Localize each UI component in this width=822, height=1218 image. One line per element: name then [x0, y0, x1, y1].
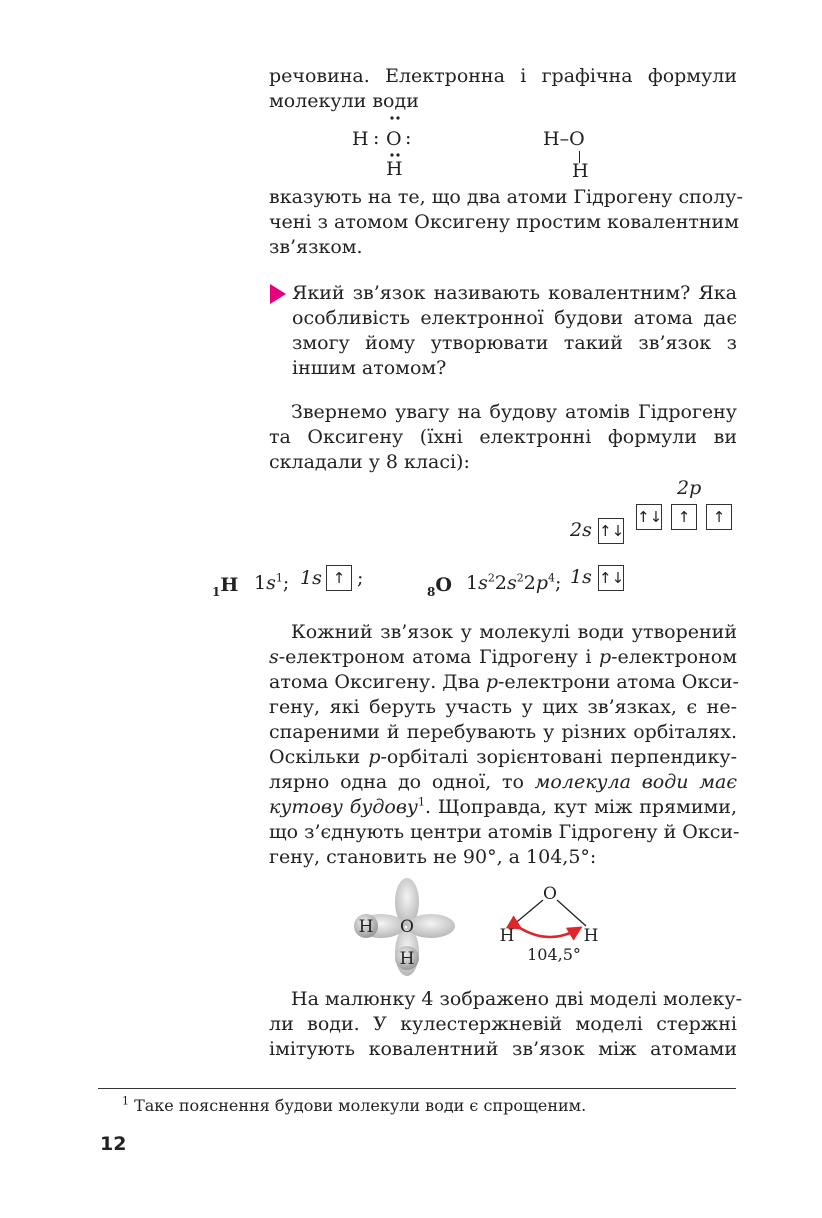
- orbital-overlap-diagram: [345, 878, 455, 978]
- footnote-mark: 1: [122, 1094, 129, 1108]
- angle-value: 104,5°: [527, 945, 581, 964]
- hydrogen-1s-orbital-box: ↑: [326, 565, 352, 591]
- paragraph-atoms: [269, 400, 737, 475]
- p-orbital-lobe: [407, 914, 455, 938]
- hydrogen-formula: $1s^1$;: [254, 571, 290, 594]
- formula-o: O: [386, 128, 402, 150]
- page-number: 12: [100, 1133, 127, 1155]
- question-marker-icon: [270, 284, 286, 304]
- angle-o-label: O: [543, 884, 557, 904]
- oxygen-1s-orbital-box: ↑↓: [598, 565, 624, 591]
- oxygen-1s-label: 1s: [570, 566, 592, 588]
- paragraph-structure: [269, 620, 740, 870]
- formula-colon-right: :: [405, 127, 412, 149]
- orbital-h-label: H: [399, 949, 415, 969]
- text-line: складали у 8 класі):: [269, 451, 470, 473]
- text-line: кутову будову$^1$. Щоправда, кут між прямими,: [269, 795, 738, 818]
- hydrogen-orbital-label: 1s: [300, 567, 322, 589]
- orbital-o-label: O: [400, 917, 414, 937]
- text-line: чені з атомом Оксигену простим ковалентним: [269, 211, 739, 233]
- angle-h-label: H: [499, 926, 515, 946]
- text-line: спареними й перебувають у різних орбіталях.: [269, 721, 737, 743]
- oxygen-symbol: $_8$O: [427, 574, 452, 599]
- text-line: речовина. Електронна і графічна формули: [269, 65, 737, 87]
- bond-angle-diagram: [492, 878, 612, 968]
- text-line: s-електроном атома Гідрогену і p-електроном: [269, 646, 737, 668]
- oxygen-2p-orbital-box: ↑↓: [636, 504, 662, 530]
- text-line: та Оксигену (їхні електронні формули ви: [269, 426, 737, 448]
- text-line: молекули води: [269, 90, 419, 112]
- text-line: імітують ковалентний зв’язок між атомами: [269, 1038, 737, 1060]
- orbital-h-label: H: [358, 917, 374, 937]
- question-block: [292, 281, 737, 381]
- text-line: На малюнку 4 зображено дві моделі молеку-: [291, 988, 742, 1010]
- formula-h-bottom: H: [386, 158, 403, 180]
- paragraph-intro: [269, 64, 737, 114]
- text-line: вказують на те, що два атоми Гідрогену сполу-: [269, 186, 743, 208]
- text-line: лярно одна до одної, то молекула води має: [269, 771, 738, 793]
- footnote-divider: [98, 1088, 736, 1089]
- oxygen-2p-orbital-box: ↑: [706, 504, 732, 530]
- text-line: Оскільки p-орбіталі зорієнтовані перпендику-: [269, 746, 737, 768]
- text-line: гену, які беруть участь у цих зв’язках, є не-: [269, 696, 737, 718]
- footnote-text: Таке пояснення будови молекули води є спрощеним.: [134, 1096, 587, 1115]
- oxygen-2p-orbital-box: ↑: [671, 504, 697, 530]
- text-line: іншим атомом?: [292, 357, 447, 379]
- hydrogen-symbol: $_1$H: [212, 574, 239, 599]
- footnote: [122, 1096, 586, 1115]
- text-line: ли води. У кулестержневій моделі стержні: [269, 1013, 737, 1035]
- bond-line: [512, 900, 543, 926]
- lone-pair-dots: [384, 112, 408, 162]
- formula-colon-left: :: [373, 127, 380, 149]
- paragraph-bonds: [269, 185, 743, 260]
- graphic-formula-top: H–O: [543, 128, 585, 150]
- text-line: атома Оксигену. Два p-електрони атома Окси-: [269, 671, 739, 693]
- oxygen-2s-label: 2s: [570, 519, 592, 541]
- graphic-formula-h: H: [572, 160, 589, 182]
- text-line: зв’язком.: [269, 236, 363, 258]
- text-line: що з’єднують центри атомів Гідрогену й Окси-: [269, 821, 740, 843]
- text-line: особливість електронної будови атома дає: [292, 307, 737, 329]
- text-line: гену, становить не 90°, а 104,5°:: [269, 846, 597, 868]
- separator: ;: [357, 567, 364, 589]
- oxygen-2s-orbital-box: ↑↓: [598, 518, 624, 544]
- text-line: Кожний зв’язок у молекулі води утворений: [291, 621, 737, 643]
- angle-h-label: H: [583, 926, 599, 946]
- formula-h-left: H: [352, 128, 369, 150]
- oxygen-2p-label: 2p: [677, 477, 702, 499]
- oxygen-formula: $1s^22s^22p^4$;: [466, 571, 562, 594]
- text-line: Який зв’язок називають ковалентним? Яка: [292, 282, 737, 304]
- paragraph-models: [269, 987, 742, 1062]
- text-line: Звернемо увагу на будову атомів Гідрогену: [291, 401, 737, 423]
- text-line: змогу йому утворювати такий зв’язок з: [292, 332, 737, 354]
- angle-arrow: [520, 928, 580, 937]
- bond-line: [557, 900, 586, 926]
